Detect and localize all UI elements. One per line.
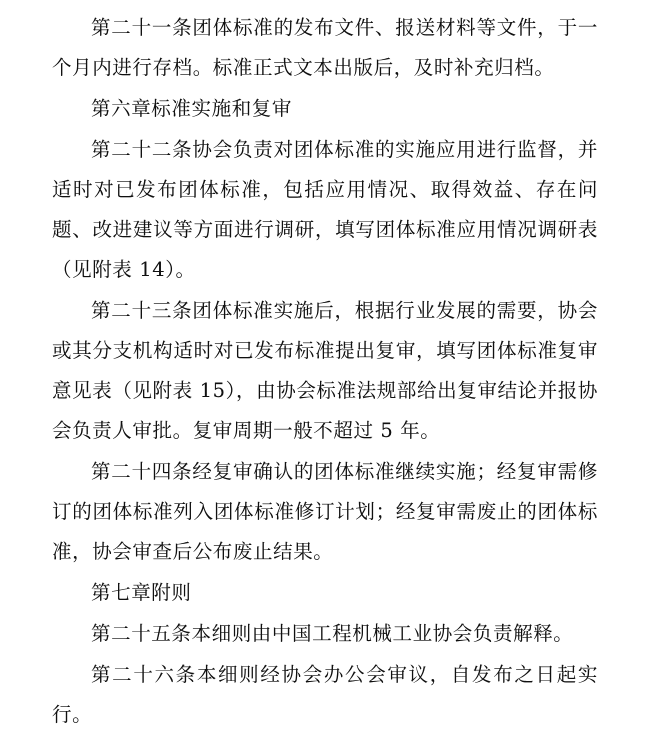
paragraph-article-26: 第二十六条本细则经协会办公会审议，自发布之日起实行。 [52,663,598,726]
paragraph-article-21: 第二十一条团体标准的发布文件、报送材料等文件，于一个月内进行存档。标准正式文本出版后，及时补充归档。 [52,16,598,79]
paragraph-article-24: 第二十四条经复审确认的团体标准继续实施；经复审需修订的团体标准列入团体标准修订计划；经复审需废止的团体标准，协会审查后公布废止结果。 [52,460,598,563]
paragraph-article-22: 第二十二条协会负责对团体标准的实施应用进行监督，并适时对已发布团体标准，包括应用情况、取得效益、存在问题、改进建议等方面进行调研，填写团体标准应用情况调研表（见附表 14）。 [52,138,598,281]
paragraph-chapter-7-heading: 第七章附则 [91,581,192,604]
paragraph-chapter-6-heading: 第六章标准实施和复审 [91,97,293,120]
paragraph-article-23: 第二十三条团体标准实施后，根据行业发展的需要，协会或其分支机构适时对已发布标准提出复审，填写团体标准复审意见表（见附表 15），由协会标准法规部给出复审结论并报协会负责人审批。复审周期一般不超过 5 年。 [52,299,598,442]
document-body [52,8,598,735]
paragraph-article-25: 第二十五条本细则由中国工程机械工业协会负责解释。 [91,622,574,645]
